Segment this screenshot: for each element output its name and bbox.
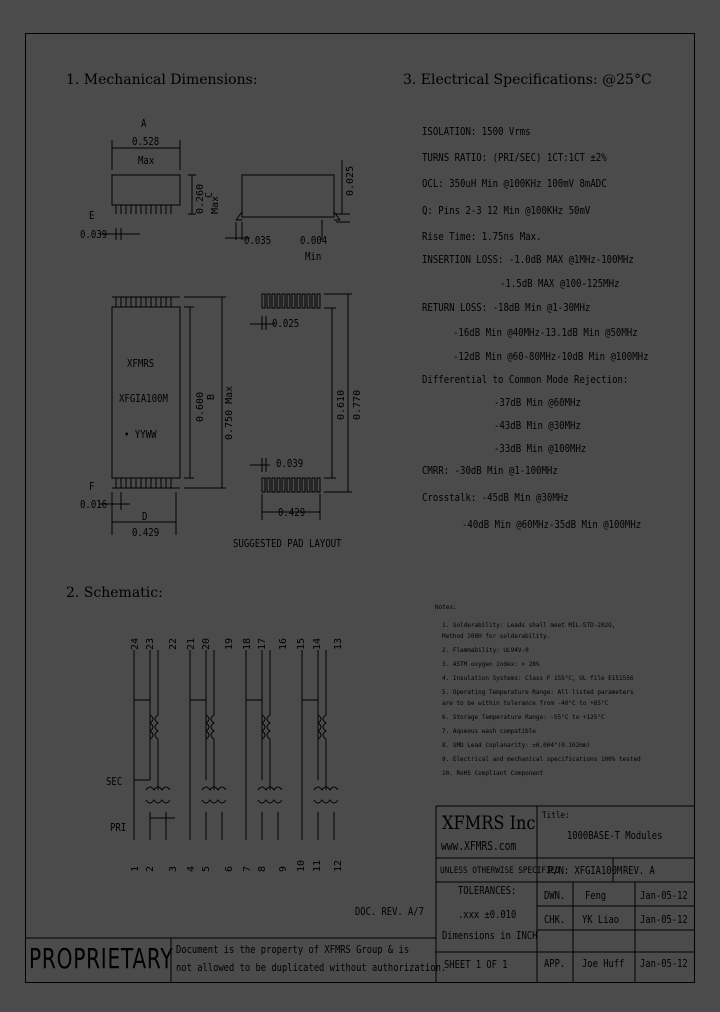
elec-line-ret3: -12dB Min @60-80MHz-10dB Min @100MHz bbox=[453, 350, 649, 363]
elec-line-q: Q: Pins 2-3 12 Min @100KHz 50mV bbox=[422, 204, 591, 217]
top-pin-14: 14 bbox=[312, 637, 323, 650]
sheet-number: SHEET 1 OF 1 bbox=[444, 958, 508, 971]
bottom-pin-6: 6 bbox=[224, 865, 235, 872]
elec-line-cmr: Differential to Common Mode Rejection: bbox=[422, 373, 629, 386]
unless-specified: UNLESS OTHERWISE SPECIFIED bbox=[440, 866, 560, 876]
app-date: Jan-05-12 bbox=[640, 957, 688, 970]
note-5: 5. Operating Temperature Range: All listed parameters bbox=[442, 689, 634, 696]
doc-revision: DOC. REV. A/7 bbox=[355, 905, 424, 918]
note-5b: are to be within tolerance from -40°C to +85°C bbox=[442, 700, 609, 707]
pri-label: PRI bbox=[110, 821, 127, 834]
note-2: 2. Flammability: UL94V-0 bbox=[442, 647, 529, 654]
elec-line-cmr2: -43dB Min @30MHz bbox=[494, 419, 581, 432]
dimensions-unit: Dimensions in INCH bbox=[442, 929, 538, 942]
schematic-heading: 2. Schematic: bbox=[66, 585, 163, 601]
elec-line-ins2: -1.5dB MAX @100-125MHz bbox=[500, 277, 620, 290]
dim-d-label: D bbox=[142, 510, 148, 523]
top-pin-23: 23 bbox=[145, 637, 156, 650]
chk-name: YK Liao bbox=[582, 913, 620, 926]
elec-line-xtalk2: -40dB Min @60MHz-35dB Min @100MHz bbox=[462, 518, 642, 531]
elec-line-cmrr: CMRR: -30dB Min @1-100MHz bbox=[422, 464, 558, 477]
part-number: P/N: XFGIA100M bbox=[548, 864, 623, 877]
app-name: Joe Huff bbox=[582, 957, 625, 970]
dim-min: Min bbox=[305, 250, 322, 263]
tolerance-value: .xxx ±0.010 bbox=[458, 908, 517, 921]
dwn-label: DWN. bbox=[544, 889, 566, 902]
elec-line-ocl: OCL: 350uH Min @100KHz 100mV 8mADC bbox=[422, 177, 607, 190]
bottom-pin-2: 2 bbox=[145, 865, 156, 872]
dim-b-max: 0.750 Max bbox=[224, 385, 235, 440]
top-pin-19: 19 bbox=[224, 637, 235, 650]
title-label: Title: bbox=[542, 811, 570, 821]
body-marking-1: XFMRS bbox=[127, 357, 155, 370]
dwn-date: Jan-05-12 bbox=[640, 889, 688, 902]
elec-line-cmr1: -37dB Min @60MHz bbox=[494, 396, 581, 409]
bottom-pin-3: 3 bbox=[168, 865, 179, 872]
top-pin-16: 16 bbox=[278, 637, 289, 650]
top-pin-13: 13 bbox=[333, 637, 344, 650]
dwn-name: Feng bbox=[585, 889, 607, 902]
dim-c-max: Max bbox=[210, 195, 221, 214]
proprietary-label: PROPRIETARY bbox=[29, 942, 174, 975]
notes-title: Notes: bbox=[435, 604, 457, 611]
app-label: APP. bbox=[544, 957, 566, 970]
note-1b: Method 208H for solderability. bbox=[442, 633, 551, 640]
note-1: 1. Solderability: Leads shall meet MIL-STD-202G, bbox=[442, 622, 616, 629]
top-pin-20: 20 bbox=[201, 637, 212, 650]
proprietary-line-2: not allowed to be duplicated without authorization. bbox=[176, 961, 447, 974]
note-6: 6. Storage Temperature Range: -55°C to +125°C bbox=[442, 714, 605, 721]
note-8: 8. SMD Lead Coplanarity: ±0.004"(0.102mm) bbox=[442, 742, 591, 749]
bottom-pin-10: 10 bbox=[296, 859, 307, 872]
dim-a-value: 0.528 bbox=[132, 135, 160, 148]
pad-layout-caption: SUGGESTED PAD LAYOUT bbox=[233, 537, 342, 550]
elec-line-turns: TURNS RATIO: (PRI/SEC) 1CT:1CT ±2% bbox=[422, 151, 607, 164]
note-4: 4. Insulation Systems: Class F 155°C, UL file E151556 bbox=[442, 675, 634, 682]
dim-c-value: 0.260 bbox=[195, 183, 206, 214]
body-marking-2: XFGIA100M bbox=[119, 392, 168, 405]
dim-004: 0.004 bbox=[300, 234, 328, 247]
dim-top-025: 0.025 bbox=[345, 165, 356, 196]
pad-610: 0.610 bbox=[336, 389, 347, 420]
pad-025: 0.025 bbox=[272, 317, 300, 330]
proprietary-line-1: Document is the property of XFMRS Group & is bbox=[176, 943, 410, 956]
elec-heading: 3. Electrical Specifications: @25°C bbox=[403, 72, 652, 88]
dim-e-label: E bbox=[89, 209, 95, 222]
chk-label: CHK. bbox=[544, 913, 566, 926]
top-pin-17: 17 bbox=[257, 637, 268, 650]
dim-c-label: C bbox=[204, 191, 215, 198]
bottom-pin-7: 7 bbox=[242, 865, 253, 872]
top-pin-24: 24 bbox=[130, 637, 141, 650]
note-7: 7. Aqueous wash compatible bbox=[442, 728, 536, 735]
dim-b-value: 0.600 bbox=[195, 391, 206, 422]
bottom-pin-4: 4 bbox=[186, 865, 197, 872]
dim-b-label: B bbox=[206, 393, 217, 400]
dim-e-value: 0.039 bbox=[80, 228, 108, 241]
bottom-pin-9: 9 bbox=[278, 865, 289, 872]
pad-770: 0.770 bbox=[352, 389, 363, 420]
note-9: 9. Electrical and mechanical specifications 100% tested bbox=[442, 756, 641, 763]
dim-035: 0.035 bbox=[244, 234, 272, 247]
elec-line-isolation: ISOLATION: 1500 Vrms bbox=[422, 125, 531, 138]
bottom-pin-5: 5 bbox=[201, 865, 212, 872]
top-pin-22: 22 bbox=[168, 637, 179, 650]
note-10: 10. RoHS Compliant Component bbox=[442, 770, 544, 777]
dim-f-value: 0.016 bbox=[80, 498, 108, 511]
bottom-pin-11: 11 bbox=[312, 859, 323, 872]
elec-line-rise: Rise Time: 1.75ns Max. bbox=[422, 230, 542, 243]
revision: REV. A bbox=[623, 864, 655, 877]
tolerances-label: TOLERANCES: bbox=[458, 884, 517, 897]
dim-a-max: Max bbox=[138, 154, 155, 167]
top-pin-21: 21 bbox=[186, 637, 197, 650]
top-pin-18: 18 bbox=[242, 637, 253, 650]
elec-line-ret1: RETURN LOSS: -18dB Min @1-30MHz bbox=[422, 301, 591, 314]
bottom-pin-1: 1 bbox=[130, 865, 141, 872]
dim-f-label: F bbox=[89, 480, 95, 493]
elec-line-cmr3: -33dB Min @100MHz bbox=[494, 442, 587, 455]
company-website: www.XFMRS.com bbox=[441, 839, 517, 853]
bottom-pin-12: 12 bbox=[333, 859, 344, 872]
sec-label: SEC bbox=[106, 775, 123, 788]
chk-date: Jan-05-12 bbox=[640, 913, 688, 926]
top-pin-15: 15 bbox=[296, 637, 307, 650]
elec-line-xtalk1: Crosstalk: -45dB Min @30MHz bbox=[422, 491, 569, 504]
body-marking-3: • YYWW bbox=[124, 428, 157, 441]
dim-d-value: 0.429 bbox=[132, 526, 160, 539]
mech-heading: 1. Mechanical Dimensions: bbox=[66, 72, 258, 88]
elec-line-ret2: -16dB Min @40MHz-13.1dB Min @50MHz bbox=[453, 326, 638, 339]
elec-line-ins1: INSERTION LOSS: -1.0dB MAX @1MHz-100MHz bbox=[422, 253, 634, 266]
note-3: 3. ASTM oxygen index: > 28% bbox=[442, 661, 540, 668]
dim-a-label: A bbox=[141, 117, 147, 130]
pad-039: 0.039 bbox=[276, 457, 304, 470]
pad-429: 0.429 bbox=[278, 506, 306, 519]
drawing-title: 1000BASE-T Modules bbox=[567, 829, 663, 842]
company-name: XFMRS Inc bbox=[442, 812, 536, 834]
bottom-pin-8: 8 bbox=[257, 865, 268, 872]
